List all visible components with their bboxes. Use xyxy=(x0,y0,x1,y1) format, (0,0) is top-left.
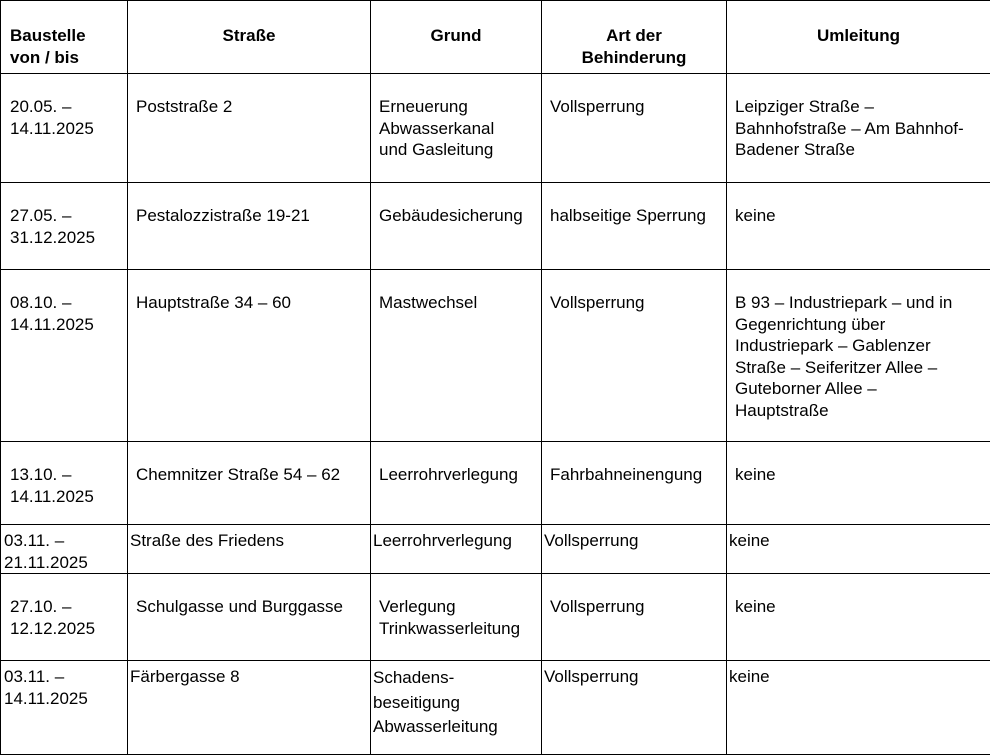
cell-art: Vollsperrung xyxy=(542,574,727,661)
cell-grund xyxy=(371,661,542,755)
cell-umleitung: keine xyxy=(727,661,990,755)
grund-line: Erneuerung xyxy=(379,97,468,116)
datum-line: 21.11.2025 xyxy=(4,552,88,572)
table-row xyxy=(1,270,990,442)
datum-line: 08.10. – xyxy=(10,293,72,312)
header-strasse: Straße xyxy=(128,1,371,74)
header-baustelle-line: von / bis xyxy=(10,47,79,67)
cell-datum xyxy=(1,525,128,574)
cell-umleitung: keine xyxy=(727,183,990,270)
umleitung-line: Badener Straße xyxy=(735,140,856,159)
cell-strasse: Chemnitzer Straße 54 – 62 xyxy=(128,442,371,525)
cell-datum xyxy=(1,270,128,442)
datum-line: 27.10. – xyxy=(10,597,72,616)
table-row xyxy=(1,525,990,574)
datum-line: 14.11.2025 xyxy=(10,486,94,506)
umleitung-line: B 93 – Industriepark – und in xyxy=(735,293,953,312)
grund-line: Abwasserleitung xyxy=(373,717,498,736)
table-row xyxy=(1,661,990,755)
cell-datum xyxy=(1,661,128,755)
table-row xyxy=(1,442,990,525)
datum-line: 20.05. – xyxy=(10,97,72,116)
header-art-line: Art der xyxy=(606,26,662,45)
datum-line: 27.05. – xyxy=(10,206,72,225)
header-umleitung: Umleitung xyxy=(727,1,990,74)
cell-art: Vollsperrung xyxy=(542,525,727,574)
datum-line: 03.11. – xyxy=(4,531,65,550)
cell-umleitung xyxy=(727,270,990,442)
cell-strasse: Straße des Friedens xyxy=(128,525,371,574)
cell-strasse: Färbergasse 8 xyxy=(128,661,371,755)
umleitung-line: Straße – Seiferitzer Allee – xyxy=(735,357,938,377)
cell-strasse: Poststraße 2 xyxy=(128,74,371,183)
header-row xyxy=(1,1,990,74)
header-baustelle xyxy=(1,1,128,74)
datum-line: 13.10. – xyxy=(10,465,72,484)
grund-line: Schadens- xyxy=(373,668,455,687)
cell-datum xyxy=(1,183,128,270)
cell-art: Vollsperrung xyxy=(542,74,727,183)
cell-art: Vollsperrung xyxy=(542,270,727,442)
cell-grund xyxy=(371,74,542,183)
grund-line: beseitigung xyxy=(373,692,460,712)
umleitung-line: Leipziger Straße – xyxy=(735,97,874,116)
datum-line: 03.11. – xyxy=(4,667,65,686)
cell-strasse: Hauptstraße 34 – 60 xyxy=(128,270,371,442)
umleitung-line: Gegenrichtung über xyxy=(735,314,886,334)
datum-line: 14.11.2025 xyxy=(4,688,88,708)
cell-art: halbseitige Sperrung xyxy=(542,183,727,270)
grund-line: und Gasleitung xyxy=(379,140,494,159)
table-row xyxy=(1,74,990,183)
header-grund: Grund xyxy=(371,1,542,74)
cell-grund: Leerrohrverlegung xyxy=(371,525,542,574)
grund-line: Verlegung xyxy=(379,597,456,616)
cell-grund: Leerrohrverlegung xyxy=(371,442,542,525)
cell-grund: Gebäudesicherung xyxy=(371,183,542,270)
umleitung-line: Industriepark – Gablenzer xyxy=(735,336,931,355)
grund-line: Abwasserkanal xyxy=(379,118,495,138)
grund-line: Trinkwasserleitung xyxy=(379,618,521,638)
cell-umleitung: keine xyxy=(727,574,990,661)
umleitung-line: Bahnhofstraße – Am Bahnhof- xyxy=(735,118,964,138)
cell-umleitung: keine xyxy=(727,525,990,574)
header-art-line: Behinderung xyxy=(581,47,687,67)
cell-datum xyxy=(1,74,128,183)
cell-datum xyxy=(1,442,128,525)
datum-line: 14.11.2025 xyxy=(10,314,94,334)
cell-umleitung xyxy=(727,74,990,183)
header-art xyxy=(542,1,727,74)
cell-strasse: Pestalozzistraße 19-21 xyxy=(128,183,371,270)
cell-grund xyxy=(371,574,542,661)
datum-line: 31.12.2025 xyxy=(10,227,96,247)
cell-datum xyxy=(1,574,128,661)
header-baustelle-line: Baustelle xyxy=(10,26,86,45)
cell-art: Fahrbahneinengung xyxy=(542,442,727,525)
cell-umleitung: keine xyxy=(727,442,990,525)
datum-line: 14.11.2025 xyxy=(10,118,94,138)
cell-grund: Mastwechsel xyxy=(371,270,542,442)
table-row xyxy=(1,574,990,661)
datum-line: 12.12.2025 xyxy=(10,618,96,638)
table-row xyxy=(1,183,990,270)
cell-strasse: Schulgasse und Burggasse xyxy=(128,574,371,661)
umleitung-line: Guteborner Allee – xyxy=(735,379,877,398)
umleitung-line: Hauptstraße xyxy=(735,400,829,420)
cell-art: Vollsperrung xyxy=(542,661,727,755)
